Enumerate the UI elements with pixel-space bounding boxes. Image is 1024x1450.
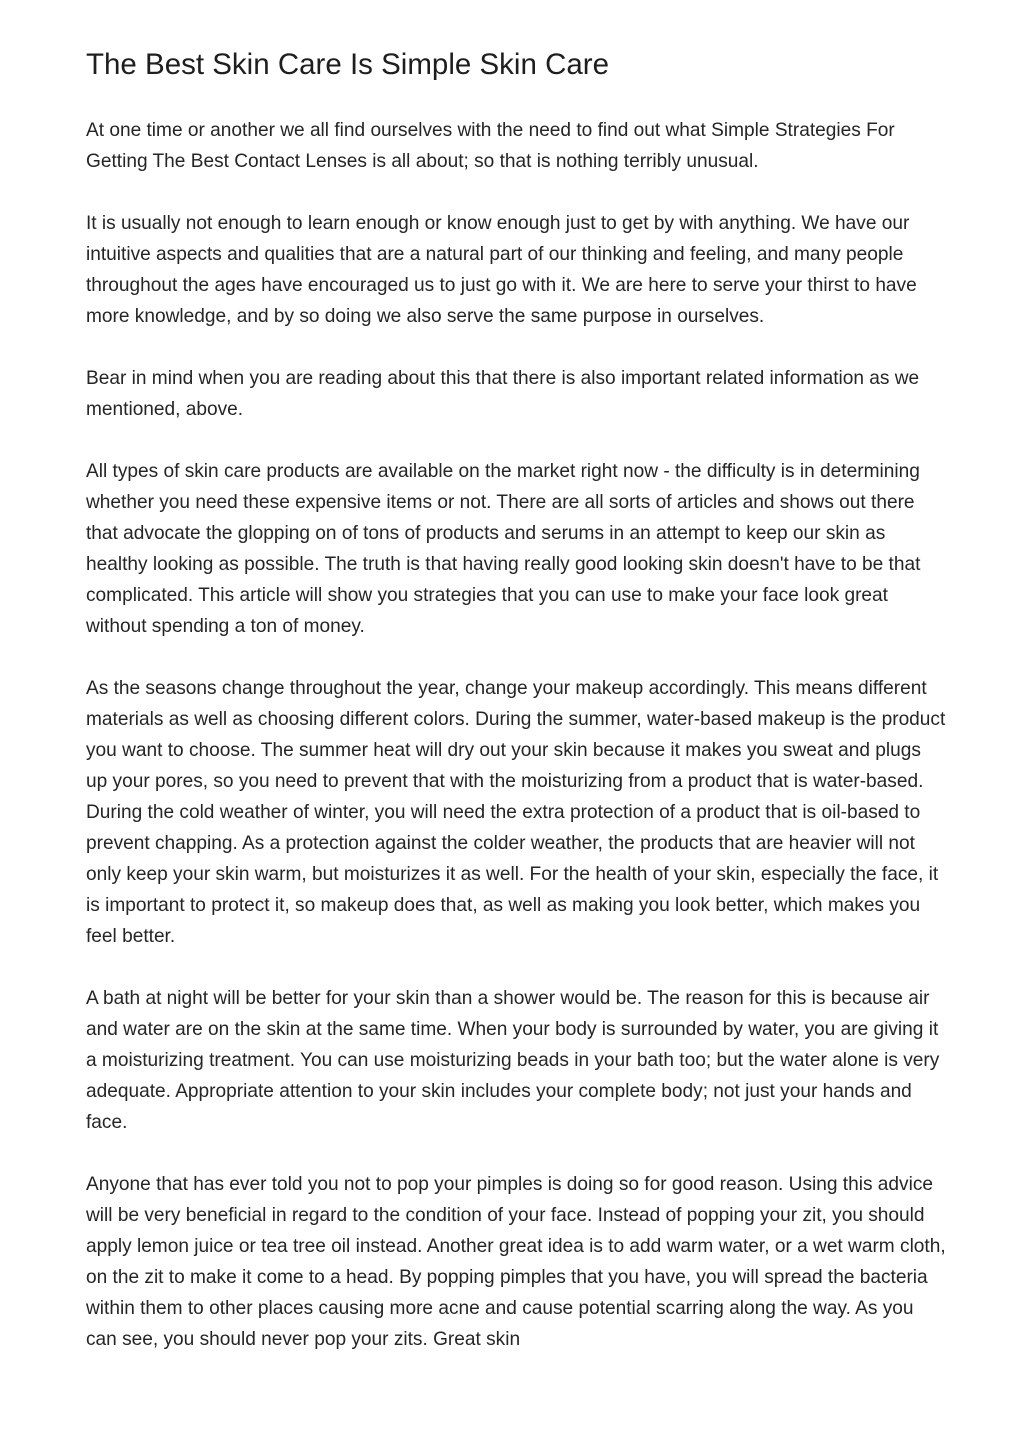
document-page — [86, 46, 946, 1355]
paragraph-knowledge: It is usually not enough to learn enough or know enough just to get by with anything. We have our intuitive aspects and qualities that are a natural part of our thinking and feeling, and many people throughout the ages have encouraged us to just go with it. We are here to serve your thirst to have more knowledge, and by so doing we also serve the same purpose in ourselves. — [86, 213, 917, 327]
paragraph-seasons-makeup: As the seasons change throughout the year, change your makeup accordingly. This means different materials as well as choosing different colors. During the summer, water-based makeup is the product you want to choose. The summer heat will dry out your skin because it makes you sweat and plugs up your pores, so you need to prevent that with the moisturizing from a product that is water-based. During the cold weather of winter, you will need the extra protection of a product that is oil-based to prevent chapping. As a protection against the colder weather, the products that are heavier will not only keep your skin warm, but moisturizes it as well. For the health of your skin, especially the face, it is important to protect it, so makeup does that, as well as making you look better, which makes you feel better. — [86, 678, 946, 947]
paragraph-bath-at-night: A bath at night will be better for your skin than a shower would be. The reason for this is because air and water are on the skin at the same time. When your body is surrounded by water, you are giving it a moisturizing treatment. You can use moisturizing beads in your bath too; but the water alone is very adequate. Appropriate attention to your skin includes your complete body; not just your hands and face. — [86, 988, 940, 1133]
paragraph-bear-in-mind: Bear in mind when you are reading about this that there is also important related information as we mentioned, above. — [86, 368, 920, 420]
paragraph-skin-care-products: All types of skin care products are available on the market right now - the difficulty is in determining whether you need these expensive items or not. There are all sorts of articles and shows out there that advocate the glopping on of tons of products and serums in an attempt to keep our skin as healthy looking as possible. The truth is that having really good looking skin doesn't have to be that complicated. This article will show you strategies that you can use to make your face look great without spending a ton of money. — [86, 461, 921, 637]
paragraph-intro: At one time or another we all find ourselves with the need to find out what Simple Strategies For Getting The Best Contact Lenses is all about; so that is nothing terribly unusual. — [86, 120, 895, 172]
paragraph-pimples: Anyone that has ever told you not to pop your pimples is doing so for good reason. Using this advice will be very beneficial in regard to the condition of your face. Instead of popping your zit, you should apply lemon juice or tea tree oil instead. Another great idea is to add warm water, or a wet warm cloth, on the zit to make it come to a head. By popping pimples that you have, you will spread the bacteria within them to other places causing more acne and cause potential scarring along the way. As you can see, you should never pop your zits. Great skin — [86, 1174, 946, 1350]
document-title: The Best Skin Care Is Simple Skin Care — [86, 48, 610, 81]
